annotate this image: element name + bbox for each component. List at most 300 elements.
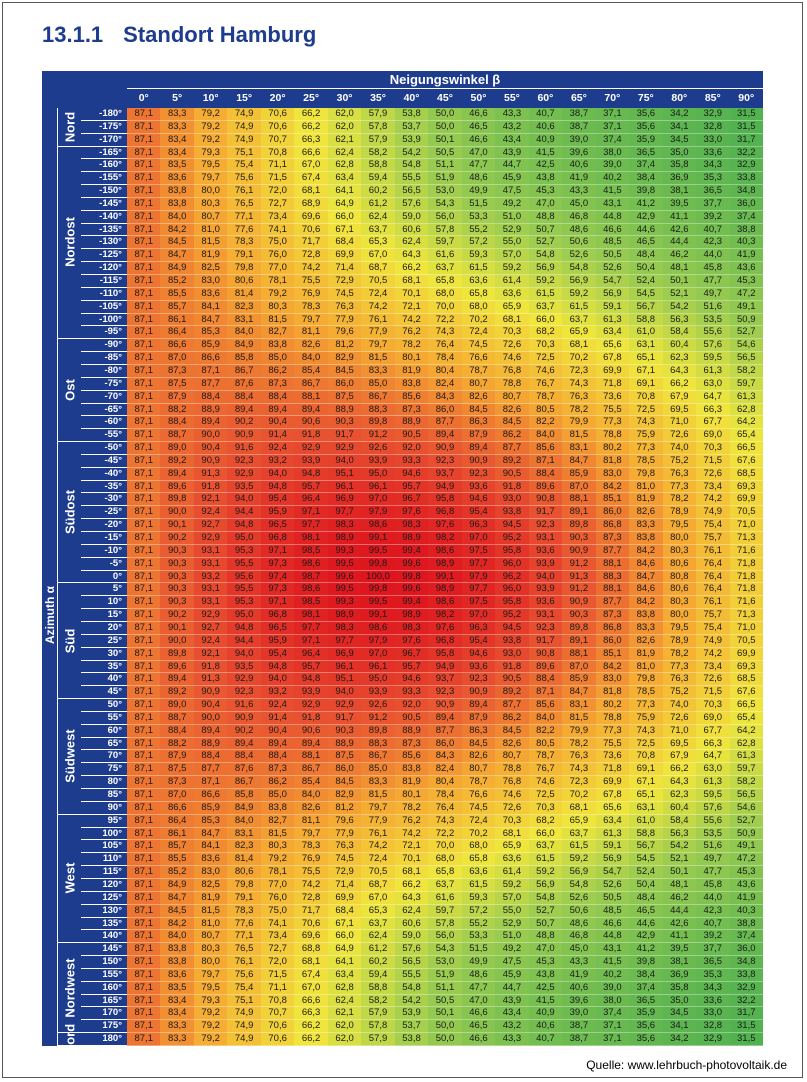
table-cell: 99,4 xyxy=(395,596,428,609)
table-cell: 85,9 xyxy=(194,339,227,352)
table-cell: 87,1 xyxy=(127,198,160,211)
table-cell: 82,6 xyxy=(495,404,528,417)
table-cell: 72,0 xyxy=(261,185,294,198)
table-cell: 91,8 xyxy=(495,661,528,674)
table-cell: 80,7 xyxy=(194,930,227,943)
azimuth-cell: 70° xyxy=(81,750,127,763)
table-cell: 58,8 xyxy=(361,159,394,172)
table-cell: 38,8 xyxy=(730,224,763,237)
table-cell: 47,2 xyxy=(730,288,763,301)
table-cell: 98,9 xyxy=(428,583,461,596)
table-row xyxy=(127,416,763,429)
table-cell: 50,1 xyxy=(663,275,696,288)
table-cell: 72,6 xyxy=(495,802,528,815)
table-cell: 43,2 xyxy=(495,121,528,134)
table-cell: 91,6 xyxy=(227,699,260,712)
table-cell: 59,2 xyxy=(562,853,595,866)
table-cell: 48,6 xyxy=(462,172,495,185)
table-cell: 57,8 xyxy=(428,918,461,931)
table-cell: 91,8 xyxy=(495,481,528,494)
table-cell: 95,7 xyxy=(395,661,428,674)
table-cell: 43,3 xyxy=(562,956,595,969)
table-cell: 86,7 xyxy=(227,776,260,789)
table-cell: 98,3 xyxy=(328,519,361,532)
table-cell: 86,0 xyxy=(428,738,461,751)
table-cell: 36,0 xyxy=(730,943,763,956)
table-cell: 41,5 xyxy=(596,956,629,969)
table-cell: 98,6 xyxy=(361,519,394,532)
table-cell: 87,7 xyxy=(596,545,629,558)
table-cell: 88,4 xyxy=(160,416,193,429)
table-cell: 61,0 xyxy=(629,815,662,828)
table-cell: 74,2 xyxy=(294,262,327,275)
table-cell: 76,3 xyxy=(562,750,595,763)
table-cell: 87,1 xyxy=(127,545,160,558)
table-cell: 87,1 xyxy=(127,262,160,275)
table-cell: 86,2 xyxy=(495,712,528,725)
table-cell: 72,6 xyxy=(663,712,696,725)
table-cell: 71,0 xyxy=(663,416,696,429)
table-cell: 66,2 xyxy=(663,378,696,391)
table-cell: 59,3 xyxy=(462,892,495,905)
table-cell: 97,7 xyxy=(328,635,361,648)
table-cell: 96,5 xyxy=(261,622,294,635)
table-cell: 89,4 xyxy=(227,404,260,417)
table-cell: 61,3 xyxy=(730,391,763,404)
table-cell: 97,7 xyxy=(462,583,495,596)
table-cell: 65,8 xyxy=(462,853,495,866)
table-cell: 56,5 xyxy=(395,956,428,969)
table-cell: 96,9 xyxy=(328,493,361,506)
table-cell: 40,7 xyxy=(696,918,729,931)
table-cell: 63,7 xyxy=(562,828,595,841)
table-cell: 78,8 xyxy=(596,429,629,442)
table-cell: 99,1 xyxy=(361,532,394,545)
table-cell: 74,6 xyxy=(495,789,528,802)
table-cell: 35,6 xyxy=(629,1020,662,1033)
table-cell: 46,8 xyxy=(562,930,595,943)
table-cell: 67,9 xyxy=(663,391,696,404)
table-row xyxy=(127,1033,763,1046)
table-cell: 93,9 xyxy=(294,686,327,699)
table-cell: 72,5 xyxy=(529,789,562,802)
table-cell: 34,2 xyxy=(663,108,696,121)
table-cell: 49,2 xyxy=(495,198,528,211)
table-cell: 86,7 xyxy=(361,391,394,404)
table-cell: 97,1 xyxy=(294,506,327,519)
table-cell: 70,5 xyxy=(730,506,763,519)
table-cell: 70,8 xyxy=(261,147,294,160)
table-cell: 74,2 xyxy=(361,301,394,314)
table-cell: 51,1 xyxy=(428,982,461,995)
table-row xyxy=(127,314,763,327)
table-cell: 71,1 xyxy=(261,159,294,172)
table-cell: 64,1 xyxy=(328,185,361,198)
table-cell: 43,3 xyxy=(495,108,528,121)
table-cell: 92,1 xyxy=(194,648,227,661)
table-cell: 76,1 xyxy=(227,185,260,198)
table-row xyxy=(127,481,763,494)
table-row xyxy=(127,211,763,224)
table-cell: 98,2 xyxy=(428,609,461,622)
table-cell: 76,6 xyxy=(462,789,495,802)
table-cell: 68,1 xyxy=(495,314,528,327)
table-cell: 90,2 xyxy=(227,725,260,738)
table-cell: 87,3 xyxy=(160,776,193,789)
table-cell: 64,9 xyxy=(328,943,361,956)
table-cell: 98,6 xyxy=(428,596,461,609)
table-cell: 79,9 xyxy=(562,725,595,738)
table-cell: 88,4 xyxy=(529,468,562,481)
table-cell: 36,5 xyxy=(629,995,662,1008)
table-cell: 90,2 xyxy=(160,532,193,545)
table-cell: 67,1 xyxy=(629,365,662,378)
table-cell: 87,5 xyxy=(328,750,361,763)
table-cell: 46,6 xyxy=(596,918,629,931)
table-cell: 75,2 xyxy=(663,686,696,699)
table-cell: 56,7 xyxy=(629,840,662,853)
table-cell: 83,3 xyxy=(160,108,193,121)
table-row xyxy=(127,326,763,339)
table-cell: 83,6 xyxy=(160,172,193,185)
table-cell: 81,5 xyxy=(194,905,227,918)
table-cell: 49,7 xyxy=(696,288,729,301)
table-cell: 68,5 xyxy=(730,673,763,686)
table-cell: 52,7 xyxy=(730,326,763,339)
table-cell: 82,3 xyxy=(227,840,260,853)
table-cell: 47,0 xyxy=(462,995,495,1008)
table-cell: 42,6 xyxy=(663,224,696,237)
table-cell: 54,7 xyxy=(596,866,629,879)
table-cell: 84,7 xyxy=(194,828,227,841)
table-cell: 84,2 xyxy=(596,661,629,674)
table-cell: 63,7 xyxy=(361,224,394,237)
table-cell: 56,5 xyxy=(395,185,428,198)
table-cell: 98,3 xyxy=(395,519,428,532)
table-cell: 55,2 xyxy=(462,918,495,931)
table-cell: 74,5 xyxy=(462,339,495,352)
table-cell: 90,0 xyxy=(194,429,227,442)
table-cell: 78,2 xyxy=(562,738,595,751)
table-cell: 41,9 xyxy=(730,249,763,262)
table-cell: 54,2 xyxy=(395,147,428,160)
table-cell: 59,0 xyxy=(395,211,428,224)
table-cell: 87,1 xyxy=(194,365,227,378)
direction-label: Nord xyxy=(62,1023,77,1055)
table-cell: 85,9 xyxy=(562,468,595,481)
table-cell: 75,7 xyxy=(696,532,729,545)
table-cell: 76,9 xyxy=(294,288,327,301)
table-cell: 83,3 xyxy=(160,1020,193,1033)
table-cell: 67,8 xyxy=(596,789,629,802)
table-cell: 84,2 xyxy=(629,545,662,558)
table-row xyxy=(127,121,763,134)
azimuth-cell: -10° xyxy=(81,545,127,558)
table-cell: 72,3 xyxy=(562,776,595,789)
table-cell: 81,9 xyxy=(395,776,428,789)
table-row xyxy=(127,892,763,905)
table-cell: 92,4 xyxy=(261,442,294,455)
table-cell: 59,7 xyxy=(730,763,763,776)
table-cell: 80,0 xyxy=(663,532,696,545)
table-cell: 44,7 xyxy=(495,159,528,172)
table-cell: 97,0 xyxy=(361,648,394,661)
table-row xyxy=(127,982,763,995)
table-cell: 70,6 xyxy=(261,108,294,121)
table-cell: 76,3 xyxy=(328,301,361,314)
table-cell: 87,3 xyxy=(160,365,193,378)
table-cell: 96,0 xyxy=(495,558,528,571)
table-cell: 68,1 xyxy=(495,828,528,841)
table-cell: 46,2 xyxy=(663,892,696,905)
table-cell: 87,1 xyxy=(127,609,160,622)
table-cell: 68,1 xyxy=(294,956,327,969)
table-cell: 72,2 xyxy=(428,314,461,327)
azimuth-cell: -145° xyxy=(81,198,127,211)
direction-label: Nordwest xyxy=(62,958,77,1018)
table-cell: 77,0 xyxy=(261,262,294,275)
table-cell: 57,2 xyxy=(462,236,495,249)
table-cell: 50,0 xyxy=(428,108,461,121)
table-cell: 63,7 xyxy=(562,314,595,327)
table-cell: 94,8 xyxy=(294,673,327,686)
table-cell: 87,1 xyxy=(529,455,562,468)
table-cell: 74,5 xyxy=(462,802,495,815)
table-row xyxy=(127,275,763,288)
table-cell: 59,2 xyxy=(529,866,562,879)
table-cell: 74,6 xyxy=(529,365,562,378)
table-cell: 72,4 xyxy=(361,853,394,866)
table-cell: 95,3 xyxy=(227,596,260,609)
table-cell: 87,7 xyxy=(194,763,227,776)
table-cell: 76,3 xyxy=(663,468,696,481)
table-cell: 88,9 xyxy=(194,404,227,417)
table-cell: 93,7 xyxy=(428,468,461,481)
azimuth-cell: -5° xyxy=(81,558,127,571)
table-cell: 40,3 xyxy=(730,236,763,249)
azimuth-cell: -50° xyxy=(81,442,127,455)
table-cell: 79,7 xyxy=(361,339,394,352)
table-cell: 37,4 xyxy=(629,159,662,172)
table-cell: 88,4 xyxy=(261,391,294,404)
table-cell: 57,9 xyxy=(361,108,394,121)
table-cell: 89,8 xyxy=(361,416,394,429)
table-cell: 76,1 xyxy=(361,314,394,327)
table-cell: 41,1 xyxy=(663,930,696,943)
table-cell: 87,1 xyxy=(127,763,160,776)
table-row xyxy=(127,699,763,712)
table-cell: 70,5 xyxy=(361,275,394,288)
table-cell: 89,0 xyxy=(160,442,193,455)
table-cell: 97,6 xyxy=(395,506,428,519)
table-cell: 82,7 xyxy=(261,326,294,339)
table-cell: 86,0 xyxy=(596,635,629,648)
table-cell: 38,4 xyxy=(629,172,662,185)
table-cell: 67,4 xyxy=(294,172,327,185)
table-cell: 88,2 xyxy=(160,404,193,417)
table-cell: 84,7 xyxy=(160,249,193,262)
table-cell: 61,5 xyxy=(462,262,495,275)
tilt-header: 90° xyxy=(738,92,755,104)
table-cell: 83,3 xyxy=(160,121,193,134)
azimuth-label: Azimuth α xyxy=(43,585,57,645)
table-cell: 97,9 xyxy=(361,635,394,648)
table-cell: 61,3 xyxy=(696,365,729,378)
table-cell: 76,4 xyxy=(696,583,729,596)
table-cell: 96,5 xyxy=(261,519,294,532)
table-cell: 94,9 xyxy=(428,661,461,674)
table-cell: 91,4 xyxy=(261,429,294,442)
table-cell: 87,5 xyxy=(160,763,193,776)
table-cell: 61,0 xyxy=(629,326,662,339)
table-cell: 92,9 xyxy=(328,699,361,712)
table-cell: 87,1 xyxy=(127,339,160,352)
table-cell: 89,1 xyxy=(562,506,595,519)
table-cell: 80,3 xyxy=(261,301,294,314)
table-cell: 84,7 xyxy=(194,314,227,327)
table-cell: 35,0 xyxy=(663,147,696,160)
azimuth-cell: 100° xyxy=(81,828,127,841)
table-cell: 66,3 xyxy=(294,134,327,147)
table-cell: 79,2 xyxy=(194,134,227,147)
table-cell: 87,7 xyxy=(428,725,461,738)
table-cell: 89,6 xyxy=(529,481,562,494)
table-cell: 81,1 xyxy=(294,815,327,828)
table-cell: 50,1 xyxy=(663,866,696,879)
table-row xyxy=(127,493,763,506)
table-cell: 62,8 xyxy=(328,982,361,995)
table-cell: 87,0 xyxy=(562,661,595,674)
table-cell: 95,2 xyxy=(495,609,528,622)
table-cell: 67,0 xyxy=(294,159,327,172)
table-cell: 91,8 xyxy=(194,481,227,494)
table-cell: 58,4 xyxy=(663,326,696,339)
table-cell: 45,0 xyxy=(562,198,595,211)
table-cell: 38,4 xyxy=(629,969,662,982)
table-cell: 88,1 xyxy=(562,648,595,661)
table-cell: 69,1 xyxy=(629,378,662,391)
table-cell: 88,3 xyxy=(361,404,394,417)
table-cell: 87,7 xyxy=(428,416,461,429)
table-cell: 90,0 xyxy=(160,506,193,519)
azimuth-cell: -20° xyxy=(81,519,127,532)
table-cell: 82,2 xyxy=(529,725,562,738)
table-cell: 87,1 xyxy=(127,468,160,481)
table-cell: 94,0 xyxy=(529,571,562,584)
table-cell: 57,9 xyxy=(361,134,394,147)
direction-label: Südwest xyxy=(62,729,77,784)
table-cell: 79,1 xyxy=(227,249,260,262)
table-cell: 70,6 xyxy=(261,1033,294,1046)
table-cell: 86,1 xyxy=(160,828,193,841)
table-cell: 68,0 xyxy=(462,301,495,314)
table-cell: 72,9 xyxy=(328,866,361,879)
table-cell: 92,9 xyxy=(194,609,227,622)
direction-group xyxy=(58,108,81,147)
table-cell: 95,8 xyxy=(428,648,461,661)
table-cell: 76,6 xyxy=(462,352,495,365)
table-cell: 86,4 xyxy=(160,326,193,339)
table-row xyxy=(127,506,763,519)
table-cell: 85,6 xyxy=(395,750,428,763)
table-cell: 46,8 xyxy=(562,211,595,224)
table-cell: 86,8 xyxy=(596,519,629,532)
table-cell: 45,3 xyxy=(730,866,763,879)
azimuth-cell: 15° xyxy=(81,609,127,622)
table-cell: 79,8 xyxy=(629,673,662,686)
table-cell: 65,8 xyxy=(428,275,461,288)
table-cell: 84,7 xyxy=(160,892,193,905)
table-cell: 77,9 xyxy=(328,828,361,841)
table-cell: 45,9 xyxy=(495,172,528,185)
table-cell: 36,0 xyxy=(730,198,763,211)
table-cell: 84,6 xyxy=(629,558,662,571)
table-cell: 39,5 xyxy=(663,198,696,211)
table-cell: 84,0 xyxy=(529,429,562,442)
table-cell: 61,5 xyxy=(529,288,562,301)
table-cell: 51,0 xyxy=(495,211,528,224)
table-cell: 32,9 xyxy=(696,108,729,121)
table-cell: 80,7 xyxy=(495,750,528,763)
table-row xyxy=(127,224,763,237)
table-cell: 59,1 xyxy=(596,840,629,853)
table-cell: 78,4 xyxy=(428,789,461,802)
table-cell: 75,0 xyxy=(261,236,294,249)
table-cell: 53,9 xyxy=(395,134,428,147)
table-cell: 87,1 xyxy=(127,866,160,879)
table-cell: 81,0 xyxy=(194,918,227,931)
table-cell: 83,5 xyxy=(160,159,193,172)
table-cell: 79,5 xyxy=(663,622,696,635)
table-cell: 46,6 xyxy=(596,224,629,237)
table-cell: 94,5 xyxy=(495,622,528,635)
table-cell: 78,9 xyxy=(663,506,696,519)
table-cell: 61,5 xyxy=(529,853,562,866)
table-cell: 41,2 xyxy=(629,943,662,956)
table-cell: 85,8 xyxy=(227,789,260,802)
table-cell: 63,0 xyxy=(696,763,729,776)
table-cell: 42,3 xyxy=(696,236,729,249)
azimuth-cell: -80° xyxy=(81,365,127,378)
table-cell: 43,4 xyxy=(495,134,528,147)
table-cell: 83,8 xyxy=(395,763,428,776)
table-cell: 68,8 xyxy=(294,943,327,956)
table-cell: 96,8 xyxy=(261,609,294,622)
table-cell: 59,5 xyxy=(696,352,729,365)
table-cell: 48,6 xyxy=(562,224,595,237)
table-cell: 61,4 xyxy=(495,866,528,879)
table-cell: 80,2 xyxy=(596,442,629,455)
table-row xyxy=(127,378,763,391)
table-cell: 82,6 xyxy=(462,391,495,404)
direction-label: West xyxy=(62,863,77,894)
table-cell: 61,6 xyxy=(428,892,461,905)
table-cell: 87,1 xyxy=(127,147,160,160)
table-cell: 53,3 xyxy=(462,211,495,224)
table-cell: 36,9 xyxy=(663,969,696,982)
table-cell: 39,0 xyxy=(596,159,629,172)
table-cell: 56,7 xyxy=(629,301,662,314)
table-cell: 72,6 xyxy=(663,429,696,442)
table-cell: 75,4 xyxy=(696,622,729,635)
table-cell: 88,4 xyxy=(194,391,227,404)
table-cell: 96,8 xyxy=(428,635,461,648)
table-row xyxy=(127,648,763,661)
table-cell: 93,6 xyxy=(529,596,562,609)
table-cell: 54,2 xyxy=(663,840,696,853)
table-cell: 80,4 xyxy=(428,776,461,789)
table-cell: 90,0 xyxy=(160,635,193,648)
